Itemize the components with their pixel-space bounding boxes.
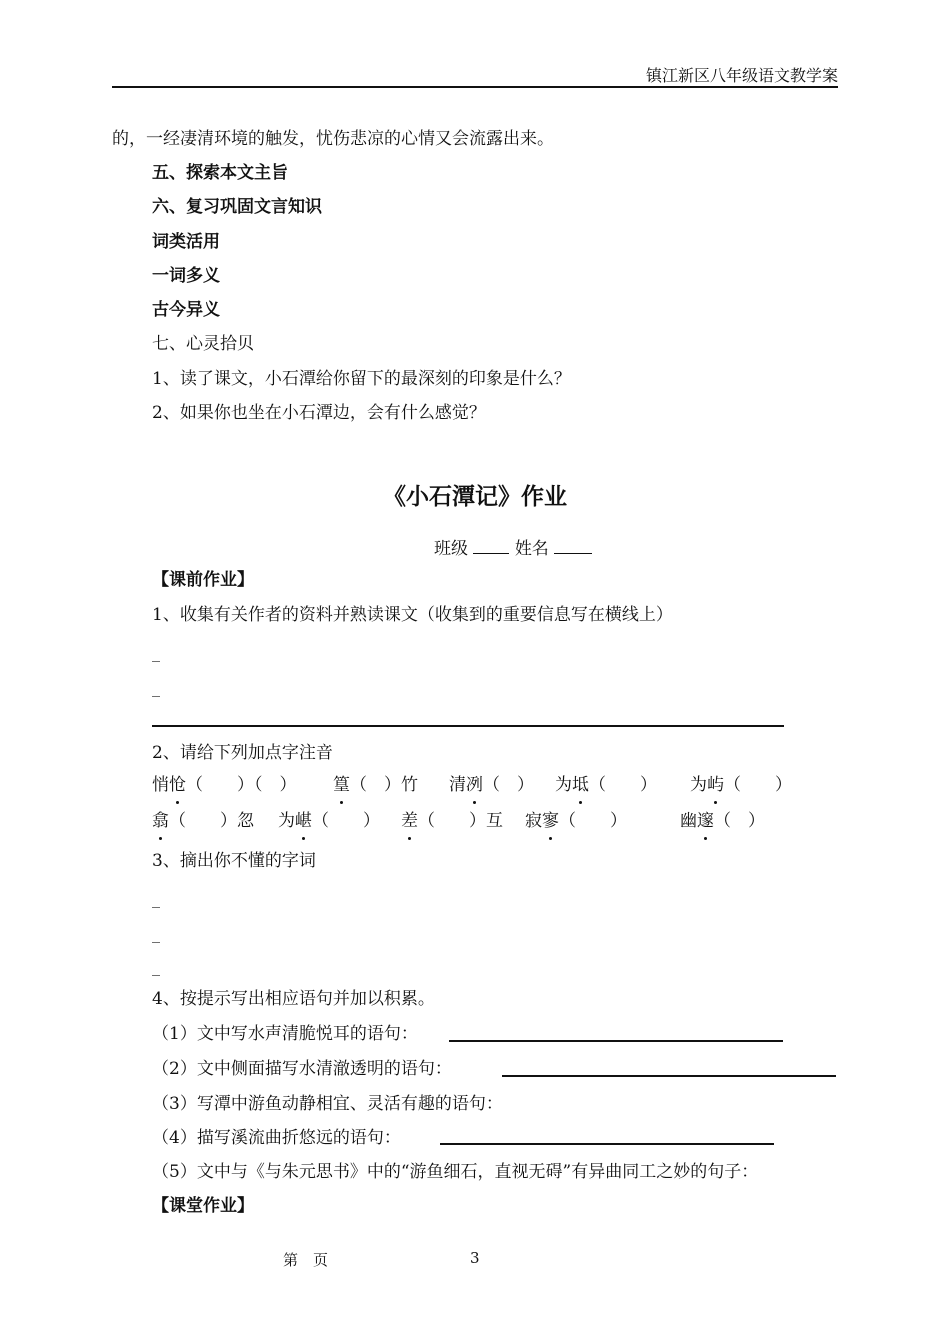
topic-word-class: 词类活用 — [152, 232, 220, 252]
pinyin-item: 翕（ ）忽 — [152, 811, 254, 831]
continued-text: 的，一经凄清环境的触发，忧伤悲凉的心情又会流露出来。 — [112, 129, 554, 149]
pinyin-item: 为坻（ ） — [555, 775, 657, 795]
footer-page-number: 3 — [470, 1249, 480, 1267]
answer-dash[interactable]: _ — [152, 889, 160, 908]
subtask-1: （1）文中写水声清脆悦耳的语句： — [152, 1024, 418, 1044]
header-rule — [112, 86, 838, 88]
dotted-char: 屿 — [707, 775, 724, 795]
class-blank[interactable] — [473, 535, 509, 554]
topic-ancient-modern: 古今异义 — [152, 300, 220, 320]
answer-line[interactable] — [440, 1143, 774, 1145]
class-name-line — [434, 535, 592, 561]
section-7-heading: 七、心灵拾贝 — [152, 334, 254, 354]
dotted-char: 篁 — [333, 775, 350, 795]
dotted-char: 嵁 — [295, 811, 312, 831]
task-1: 1、收集有关作者的资料并熟读课文（收集到的重要信息写在横线上） — [152, 605, 673, 625]
dotted-char: 冽 — [466, 775, 483, 795]
name-blank[interactable] — [554, 535, 592, 554]
homework-title: 《小石潭记》作业 — [383, 484, 567, 510]
subtask-3: （3）写潭中游鱼动静相宜、灵活有趣的语句： — [152, 1094, 503, 1114]
task-3: 3、摘出你不懂的字词 — [152, 851, 316, 871]
answer-line[interactable] — [449, 1040, 783, 1042]
pre-class-heading: 【课前作业】 — [152, 570, 254, 590]
pinyin-item: 寂寥（ ） — [525, 811, 627, 831]
answer-dash[interactable]: _ — [152, 957, 160, 976]
pinyin-item: 篁（ ）竹 — [333, 775, 418, 795]
dotted-char: 寥 — [542, 811, 559, 831]
topic-polysemy: 一词多义 — [152, 266, 220, 286]
section-5-heading: 五、探索本文主旨 — [152, 163, 288, 183]
pinyin-item: 为屿（ ） — [690, 775, 792, 795]
task-4: 4、按提示写出相应语句并加以积累。 — [152, 989, 435, 1009]
question-1: 1、读了课文，小石潭给你留下的最深刻的印象是什么？ — [152, 369, 571, 389]
answer-dash[interactable]: _ — [152, 924, 160, 943]
dotted-char: 翕 — [152, 811, 169, 831]
section-6-heading: 六、复习巩固文言知识 — [152, 197, 322, 217]
subtask-4: （4）描写溪流曲折悠远的语句： — [152, 1128, 401, 1148]
answer-dash[interactable]: _ — [152, 643, 160, 662]
pinyin-item: 清冽（ ） — [449, 775, 534, 795]
header-title: 镇江新区八年级语文教学案 — [645, 66, 838, 85]
answer-dash[interactable]: _ — [152, 678, 160, 697]
class-label: 班级 — [434, 539, 468, 559]
pinyin-item: 幽邃（ ） — [680, 811, 765, 831]
task-2: 2、请给下列加点字注音 — [152, 743, 333, 763]
dotted-char: 怆 — [169, 775, 186, 795]
name-label: 姓名 — [514, 539, 549, 559]
answer-line[interactable] — [152, 725, 784, 727]
dotted-char: 邃 — [697, 811, 714, 831]
dotted-char: 差 — [401, 811, 418, 831]
answer-line[interactable] — [502, 1075, 836, 1077]
subtask-2: （2）文中侧面描写水清澈透明的语句： — [152, 1059, 452, 1079]
footer-page-label: 第 页 — [283, 1251, 329, 1269]
question-2: 2、如果你也坐在小石潭边，会有什么感觉？ — [152, 403, 486, 423]
in-class-heading: 【课堂作业】 — [152, 1196, 254, 1216]
pinyin-item: 为嵁（ ） — [278, 811, 380, 831]
subtask-5: （5）文中与《与朱元思书》中的“游鱼细石，直视无碍”有异曲同工之妙的句子： — [152, 1162, 759, 1182]
pinyin-item: 差（ ）互 — [401, 811, 503, 831]
pinyin-item: 悄怆（ ）（ ） — [152, 775, 297, 795]
dotted-char: 坻 — [572, 775, 589, 795]
